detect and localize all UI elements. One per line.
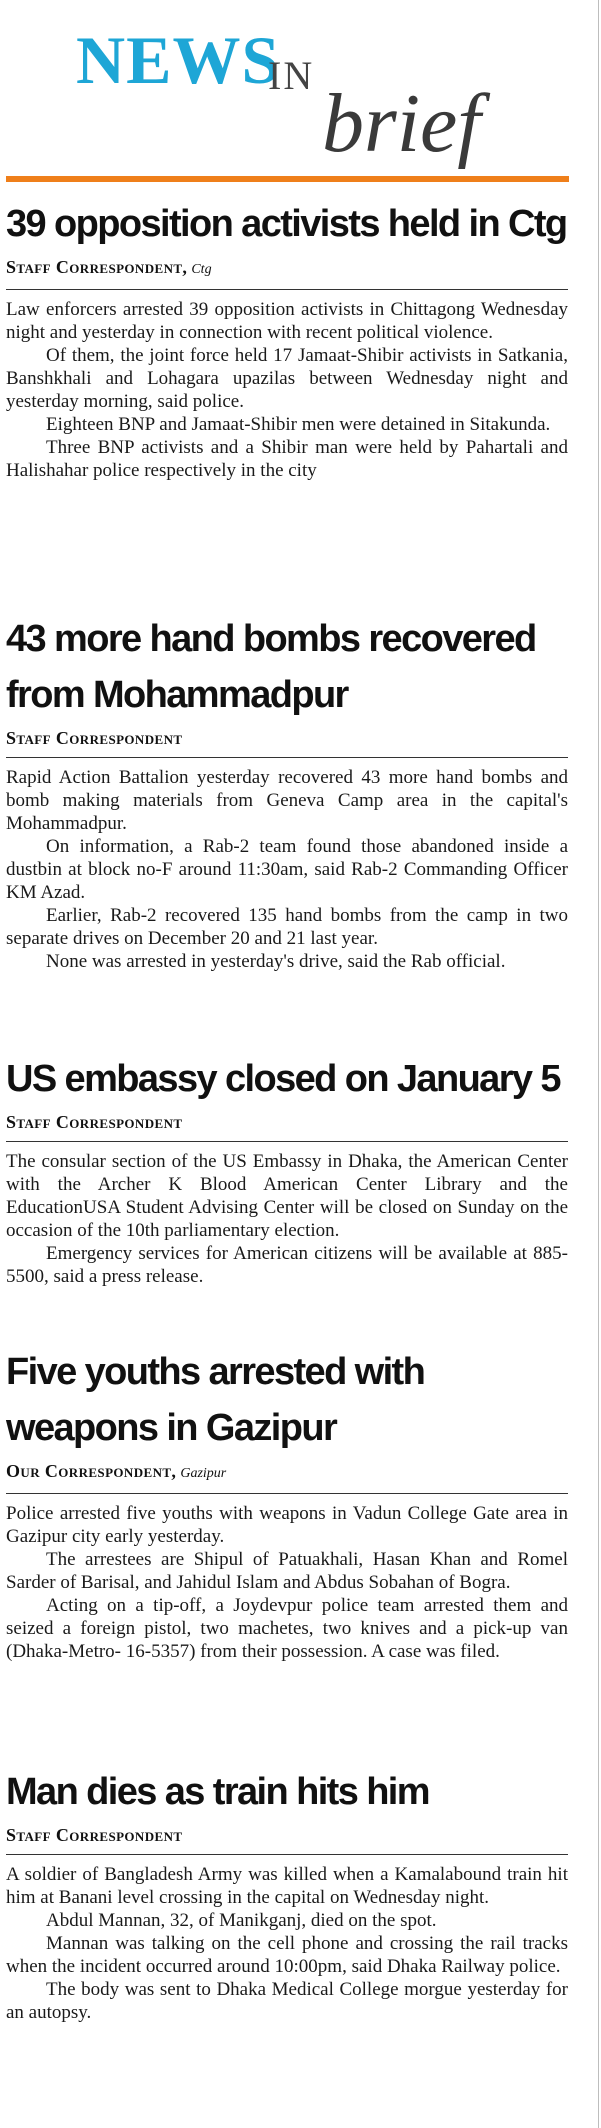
article-paragraph: Emergency services for American citizens will be available at 885-5500, said a press release.: [6, 1243, 568, 1287]
article-headline: 39 opposition activists held in Ctg: [6, 203, 567, 245]
article-paragraph: Mannan was talking on the cell phone and crossing the rail tracks when the incident occurred around 10:00pm, said Dhaka Railway police.: [6, 1933, 568, 1977]
byline-author: Staff Correspondent: [6, 728, 183, 748]
article-headline: Man dies as train hits him: [6, 1771, 429, 1813]
byline-rule: [6, 1141, 568, 1142]
article-headline: US embassy closed on January 5: [6, 1058, 560, 1100]
byline-rule: [6, 757, 568, 758]
article-paragraph: Three BNP activists and a Shibir man were held by Pahartali and Halishahar police respectively in the city: [6, 437, 568, 481]
masthead-divider: [6, 176, 569, 182]
byline-rule: [6, 1854, 568, 1855]
article-paragraph: None was arrested in yesterday's drive, said the Rab official.: [46, 951, 506, 972]
article-paragraph: Law enforcers arrested 39 opposition activists in Chittagong Wednesday night and yesterday in connection with recent political violence.: [6, 299, 568, 343]
byline-author: Staff Correspondent,: [6, 257, 188, 277]
article-byline: [6, 256, 568, 281]
article-paragraph: Earlier, Rab-2 recovered 135 hand bombs from the camp in two separate drives on December 20 and 21 last year.: [6, 905, 568, 949]
byline-author: Staff Correspondent: [6, 1112, 183, 1132]
byline-place: Ctg: [191, 262, 212, 277]
article-paragraph: Eighteen BNP and Jamaat-Shibir men were detained in Sitakunda.: [46, 414, 551, 435]
article-paragraph: Of them, the joint force held 17 Jamaat-Shibir activists in Satkania, Banshkhali and Lohagara upazilas between Wednesday night and yesterday morning, said police.: [6, 345, 568, 412]
article-five-youths: [6, 1344, 568, 1663]
masthead-brief: brief: [322, 77, 481, 170]
article-paragraph: The body was sent to Dhaka Medical College morgue yesterday for an autopsy.: [6, 1979, 568, 2023]
article-byline: [6, 1111, 568, 1133]
byline-rule: [6, 289, 568, 290]
article-opposition-activists: [6, 196, 568, 482]
article-paragraph: On information, a Rab-2 team found those abandoned inside a dustbin at block no-F around 11:30am, said Rab-2 Commanding Officer KM Azad.: [6, 836, 568, 903]
article-headline: weapons in Gazipur: [6, 1407, 337, 1449]
article-paragraph: Police arrested five youths with weapons in Vadun College Gate area in Gazipur city early yesterday.: [6, 1503, 568, 1547]
article-paragraph: Acting on a tip-off, a Joydevpur police team arrested them and seized a foreign pistol, two machetes, two knives and a pick-up van (Dhaka-Metro- 16-5357) from their possession. A case was filed.: [6, 1595, 568, 1662]
column-edge-rule: [598, 0, 599, 2128]
masthead: [76, 22, 516, 170]
byline-place: Gazipur: [180, 1466, 227, 1481]
article-headline: Five youths arrested with: [6, 1351, 425, 1393]
article-byline: [6, 727, 568, 749]
article-paragraph: Rapid Action Battalion yesterday recovered 43 more hand bombs and bomb making materials from Geneva Camp area in the capital's Mohammadpur.: [6, 767, 568, 834]
article-train-accident: [6, 1764, 568, 2024]
article-hand-bombs: [6, 611, 568, 973]
article-headline: 43 more hand bombs recovered: [6, 618, 536, 660]
article-paragraph: The arrestees are Shipul of Patuakhali, Hasan Khan and Romel Sarder of Barisal, and Jahidul Islam and Abdus Sobahan of Bogra.: [6, 1549, 568, 1593]
article-us-embassy: [6, 1051, 568, 1288]
article-paragraph: Abdul Mannan, 32, of Manikganj, died on the spot.: [46, 1910, 437, 1931]
masthead-in: IN: [268, 53, 315, 98]
byline-author: Staff Correspondent: [6, 1825, 183, 1845]
byline-author: Our Correspondent,: [6, 1461, 177, 1481]
article-paragraph: A soldier of Bangladesh Army was killed when a Kamalabound train hit him at Banani level crossing in the capital on Wednesday night.: [6, 1864, 568, 1908]
article-byline: [6, 1460, 568, 1485]
article-paragraph: The consular section of the US Embassy in Dhaka, the American Center with the Archer K Blood American Center Library and the EducationUSA Student Advising Center will be closed on Sunday on the occasion of the 10th parliamentary election.: [6, 1151, 568, 1241]
byline-rule: [6, 1493, 568, 1494]
article-byline: [6, 1824, 568, 1846]
masthead-news: NEWS: [76, 22, 281, 98]
article-headline: from Mohammadpur: [6, 674, 348, 716]
